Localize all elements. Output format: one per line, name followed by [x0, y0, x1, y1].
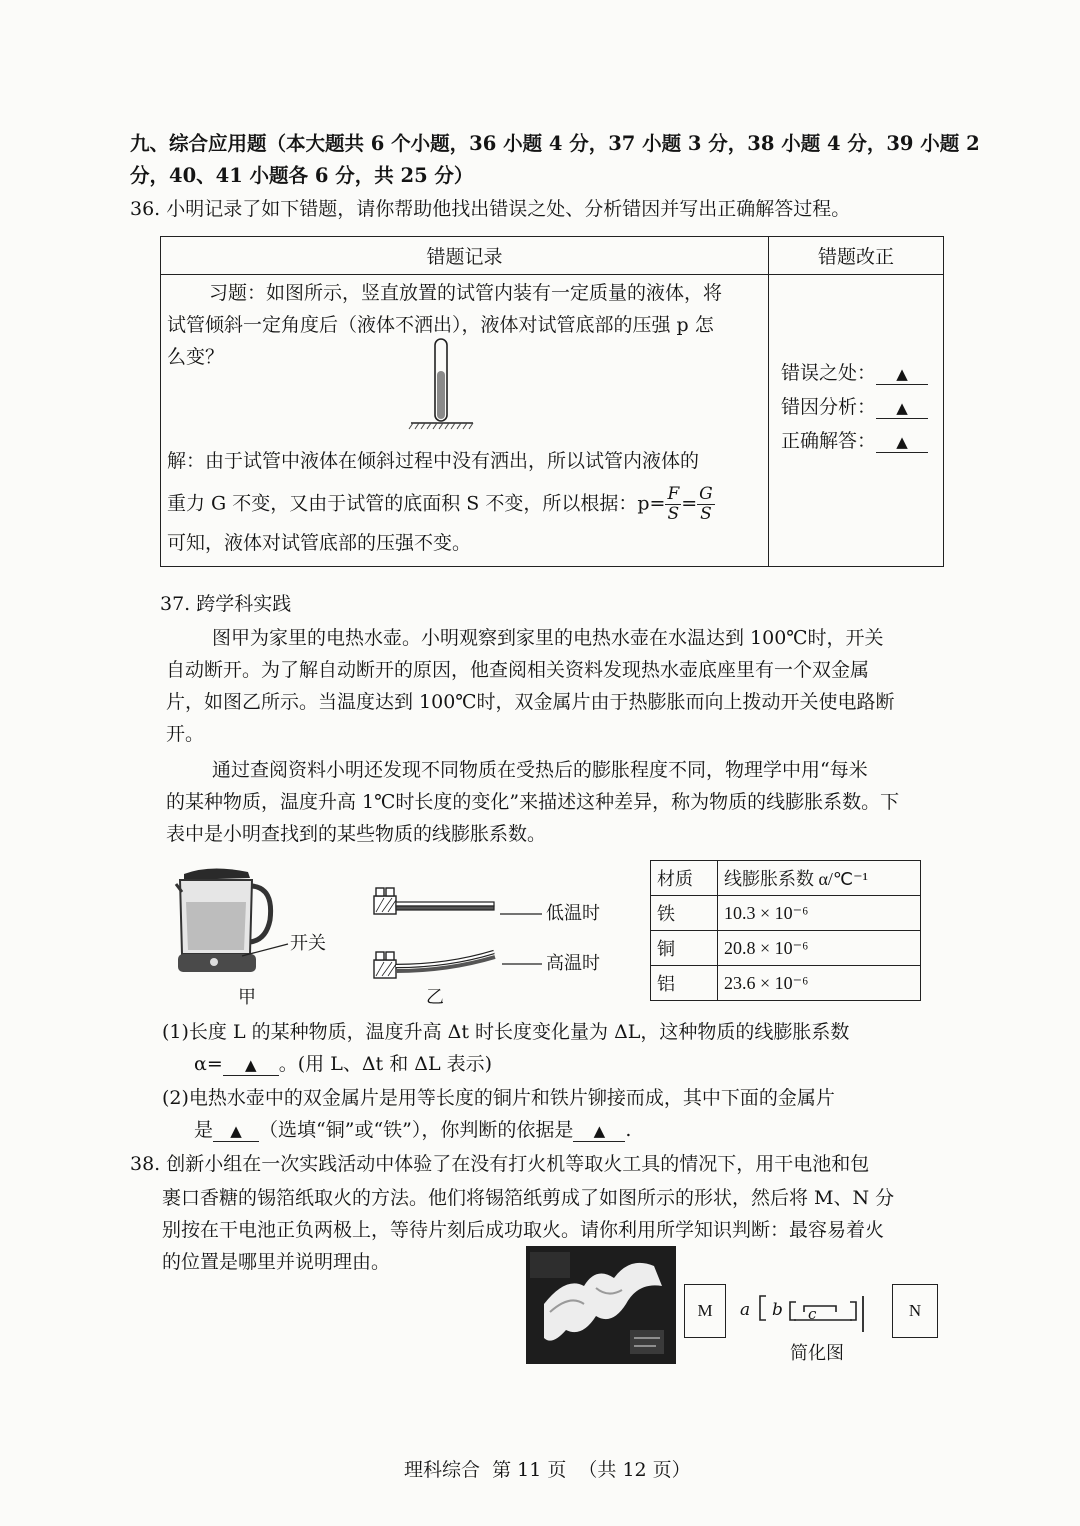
coef-material-copper: 铜 — [651, 931, 718, 966]
q37-sub2-line1: (2)电热水壶中的双金属片是用等长度的铜片和铁片铆接而成，其中下面的金属片 — [162, 1087, 835, 1109]
bimetal-strip-figure — [368, 884, 508, 994]
equals-sign: = — [681, 492, 698, 515]
q36-problem-line3: 么变？ — [167, 346, 225, 368]
frac2-denominator: S — [700, 504, 712, 524]
q36-table — [160, 236, 944, 567]
fig-switch-label: 开关 — [290, 933, 326, 954]
coef-material-iron: 铁 — [651, 896, 718, 931]
fix-error-blank: ▲ — [876, 364, 928, 385]
coef-header-coefficient: 线膨胀系数 α/℃⁻¹ — [718, 861, 921, 896]
section-heading-line2: 分，40、41 小题各 6 分，共 25 分） — [130, 164, 474, 187]
q38-line3: 别按在干电池正负两极上，等待片刻后成功取火。请你利用所学知识判断：最容易着火 — [162, 1219, 885, 1241]
q36-fix-cause — [781, 393, 928, 421]
fix-cause-label: 错因分析： — [781, 396, 877, 418]
terminal-n-box: N — [892, 1284, 938, 1338]
q36-problem-line2: 试管倾斜一定角度后（液体不洒出），液体对试管底部的压强 p 怎 — [167, 314, 714, 336]
fix-cause-blank: ▲ — [876, 398, 928, 419]
q38-line1: 38. 创新小组在一次实践活动中体验了在没有打火机等取火工具的情况下，用干电池和包 — [130, 1153, 870, 1175]
q37-p2-line3: 表中是小明查找到的某些物质的线膨胀系数。 — [166, 823, 547, 845]
q37-sub1-line1: (1)长度 L 的某种物质，温度升高 Δt 时长度变化量为 ΔL，这种物质的线膨胀系数 — [162, 1021, 850, 1043]
fraction-f-over-s — [665, 485, 681, 524]
bimetal-label-lines — [498, 900, 548, 970]
fraction-g-over-s — [697, 485, 715, 524]
terminal-m-box: M — [684, 1284, 726, 1338]
sub1-hint: 。(用 L、Δt 和 ΔL 表示) — [278, 1053, 493, 1075]
frac2-numerator: G — [699, 484, 713, 504]
q37-sub2-line2 — [194, 1116, 631, 1144]
q37-p2-line1: 通过查阅资料小明还发现不同物质在受热后的膨胀程度不同，物理学中用“每米 — [212, 759, 868, 781]
foil-simplified-shape — [756, 1290, 868, 1330]
sub2-blank2: ▲ — [573, 1121, 625, 1142]
foil-photo — [526, 1246, 676, 1364]
fix-answer-blank: ▲ — [876, 432, 928, 453]
fix-error-label: 错误之处： — [781, 362, 877, 384]
label-b: b — [772, 1300, 783, 1320]
page-footer: 理科综合 第 11 页 （共 12 页） — [404, 1459, 691, 1481]
q36-col-record: 错题记录 — [161, 237, 769, 275]
coef-material-aluminum: 铝 — [651, 966, 718, 1001]
simplified-caption: 简化图 — [790, 1343, 844, 1364]
coef-value-aluminum: 23.6 × 10⁻⁶ — [718, 966, 921, 1001]
fig-high-label: 高温时 — [546, 953, 600, 974]
q36-stem: 36. 小明记录了如下错题，请你帮助他找出错误之处、分析错因并写出正确解答过程。 — [130, 198, 851, 220]
q38-line2: 裹口香糖的锡箔纸取火的方法。他们将锡箔纸剪成了如图所示的形状，然后将 M、N 分 — [162, 1187, 895, 1209]
sub1-alpha: α= — [194, 1053, 223, 1075]
q37-p1-line3: 片，如图乙所示。当温度达到 100℃时，双金属片由于热膨胀而向上拨动开关使电路断 — [166, 691, 895, 713]
q37-p2-line2: 的某种物质，温度升高 1℃时长度的变化”来描述这种差异，称为物质的线膨胀系数。下 — [166, 791, 900, 813]
sub2-blank1: ▲ — [213, 1121, 259, 1142]
q37-p1-line1: 图甲为家里的电热水壶。小明观察到家里的电热水壶在水温达到 100℃时，开关 — [212, 627, 884, 649]
q38-line4: 的位置是哪里并说明理由。 — [162, 1251, 391, 1273]
q36-fix-answer — [781, 427, 928, 455]
fig-low-label: 低温时 — [546, 903, 600, 924]
fig-jia-label: 甲 — [238, 987, 256, 1008]
q36-problem-line1: 习题：如图所示，竖直放置的试管内装有一定质量的液体，将 — [209, 282, 723, 304]
fig-yi-label: 乙 — [426, 987, 444, 1008]
q37-sub1-line2 — [194, 1050, 492, 1078]
q36-fix-cell — [769, 275, 944, 567]
q37-p1-line4: 开。 — [166, 723, 205, 745]
sub2-pre: 是 — [194, 1119, 214, 1141]
fix-answer-label: 正确解答： — [781, 430, 877, 452]
section-heading-line1: 九、综合应用题（本大题共 6 个小题，36 小题 4 分，37 小题 3 分，38 小题 4 分，39 小题 2 — [130, 132, 980, 155]
q36-solution-line2-text: 重力 G 不变，又由于试管的底面积 S 不变，所以根据：p= — [167, 492, 666, 515]
kettle-figure — [170, 862, 280, 982]
frac1-denominator: S — [667, 504, 680, 524]
expansion-coefficient-table — [650, 860, 921, 1001]
coef-header-material: 材质 — [651, 861, 718, 896]
sub2-mid: （选填“铜”或“铁”），你判断的依据是 — [259, 1119, 574, 1141]
q36-solution-line2 — [167, 485, 715, 524]
sub2-post: . — [625, 1119, 632, 1141]
q36-solution-line3: 可知，液体对试管底部的压强不变。 — [167, 532, 472, 554]
coef-value-copper: 20.8 × 10⁻⁶ — [718, 931, 921, 966]
q36-record-cell — [161, 275, 769, 567]
q36-col-fix: 错题改正 — [769, 237, 944, 275]
frac1-numerator: F — [667, 484, 680, 504]
label-c: c — [808, 1305, 817, 1323]
label-a: a — [740, 1300, 751, 1320]
q37-p1-line2: 自动断开。为了解自动断开的原因，他查阅相关资料发现热水壶底座里有一个双金属 — [166, 659, 870, 681]
test-tube-figure — [401, 337, 481, 433]
sub1-blank: ▲ — [223, 1055, 279, 1076]
coef-value-iron: 10.3 × 10⁻⁶ — [718, 896, 921, 931]
q37-title: 37. 跨学科实践 — [160, 593, 292, 615]
q36-solution-line1: 解：由于试管中液体在倾斜过程中没有洒出，所以试管内液体的 — [167, 450, 700, 472]
q36-fix-error — [781, 359, 928, 387]
foil-bar-right — [858, 1294, 868, 1338]
switch-pointer-line — [240, 934, 290, 964]
